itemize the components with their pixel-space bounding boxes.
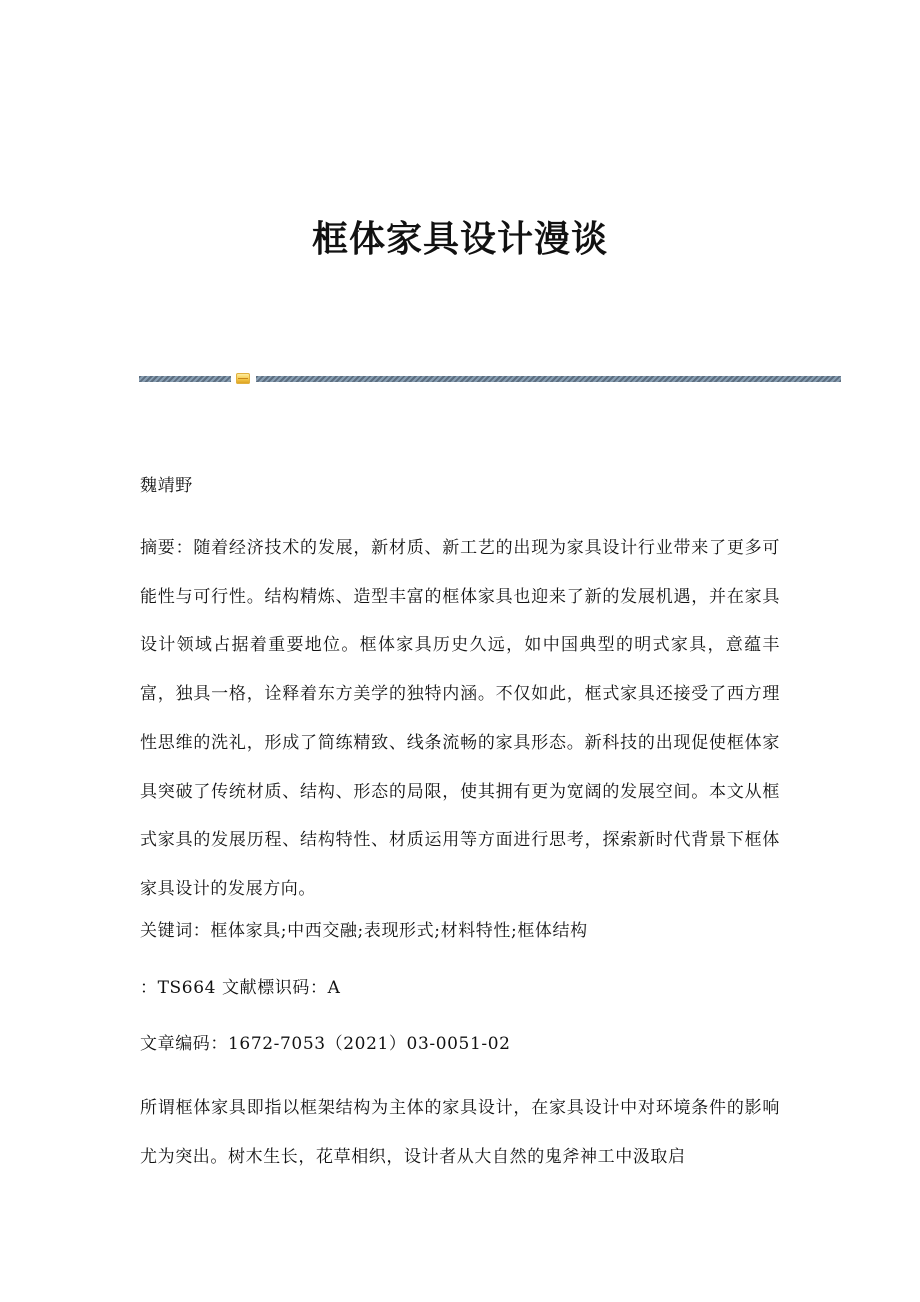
divider-ornament-icon	[236, 373, 250, 384]
divider-bar-left	[139, 376, 231, 382]
keywords-text: 框体家具;中西交融;表现形式;材料特性;框体结构	[210, 921, 588, 941]
article-number-label: 文章编码：	[140, 1034, 228, 1054]
abstract-text: 随着经济技术的发展，新材质、新工艺的出现为家具设计行业带来了更多可能性与可行性。结构精炼、造型丰富的框体家具也迎来了新的发展机遇，并在家具设计领域占据着重要地位。框体家具历史久远，如中国典型的明式家具，意蕴丰富，独具一格，诠释着东方美学的独特内涵。不仅如此，框式家具还接受了西方理性思维的洗礼，形成了简练精致、线条流畅的家具形态。新科技的出现促使框体家具突破了传统材质、结构、形态的局限，使其拥有更为宽阔的发展空间。本文从框式家具的发展历程、结构特性、材质运用等方面进行思考，探索新时代背景下框体家具设计的发展方向。	[140, 538, 780, 899]
divider-bar-right	[256, 376, 841, 382]
intro-paragraph: 所谓框体家具即指以框架结构为主体的家具设计，在家具设计中对环境条件的影响尤为突出。树木生长，花草相织，设计者从大自然的鬼斧神工中汲取启	[140, 1098, 780, 1167]
title-divider	[139, 373, 841, 385]
article-number-value: 1672-7053（2021）03-0051-02	[228, 1034, 511, 1054]
abstract-label: 摘要：	[140, 538, 194, 558]
paper-title: 框体家具设计漫谈	[311, 219, 608, 260]
keywords-line	[140, 917, 780, 945]
article-number-line	[140, 1030, 780, 1058]
classification-line: ：TS664 文献標识码：A	[140, 978, 341, 998]
abstract-paragraph	[140, 524, 780, 914]
author-name: 魏靖野	[140, 476, 193, 496]
keywords-label: 关键词：	[140, 921, 211, 941]
